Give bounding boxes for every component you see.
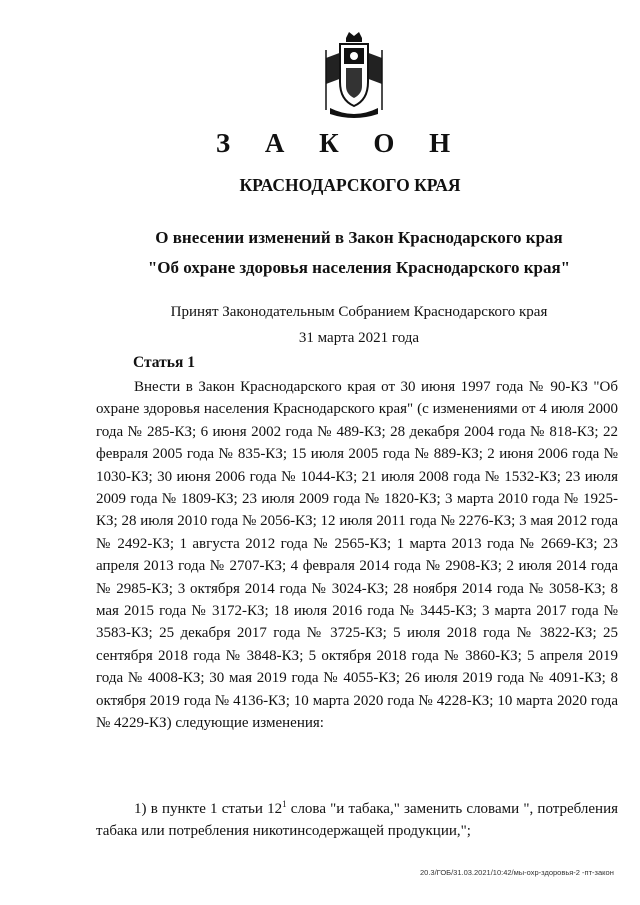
article-item-1 [96, 793, 618, 843]
law-heading-line-2: "Об охране здоровья населения Краснодарского края" [147, 258, 571, 277]
document-title: З А К О Н [215, 128, 465, 158]
document-footer-code: 20.3/ГОБ/31.03.2021/10:42/мы-охр-здоровья-2 -пт-закон [420, 868, 614, 877]
coat-of-arms-emblem [316, 30, 392, 120]
item-1-superscript: 1 [282, 799, 287, 809]
item-1-text-start: 1) в пункте 1 статьи 12 [134, 801, 283, 817]
article-title: Статья 1 [133, 354, 195, 371]
article-intro-paragraph: Внести в Закон Краснодарского края от 30 июня 1997 года № 90-КЗ "Об охране здоровья населения Краснодарского края" (с изменениями от 4 июля 2000 года № 285-КЗ; 6 июня 2002 года № 489-КЗ; 28 декабря 2004 года № 818-КЗ; 22 февраля 2005 года № 835-КЗ; 15 июля 2005 года № 889-КЗ; 2 июня 2006 года № 1030-КЗ; 30 июня 2006 года № 1044-КЗ; 21 июля 2008 года № 1532-КЗ; 23 июля 2009 года № 1809-КЗ; 23 июля 2009 года № 1820-КЗ; 3 марта 2010 года № 1925-КЗ; 28 июля 2010 года № 2056-КЗ; 12 июля 2011 года № 2276-КЗ; 3 мая 2012 года № 2492-КЗ; 1 августа 2012 года № 2565-КЗ; 1 марта 2013 года № 2669-КЗ; 23 апреля 2013 года № 2707-КЗ; 4 февраля 2014 года № 2908-КЗ; 2 июля 2014 года № 2985-КЗ; 3 октября 2014 года № 3024-КЗ; 28 ноября 2014 года № 3058-КЗ; 8 мая 2015 года № 3172-КЗ; 18 июля 2016 года № 3445-КЗ; 3 марта 2017 года № 3583-КЗ; 25 декабря 2017 года № 3725-КЗ; 5 июля 2018 года № 3822-КЗ; 25 сентября 2018 года № 3848-КЗ; 5 октября 2018 года № 3860-КЗ; 5 апреля 2019 года № 4008-КЗ; 30 мая 2019 года № 4055-КЗ; 26 июля 2019 года № 4091-КЗ; 8 октября 2019 года № 4136-КЗ; 10 марта 2020 года № 4228-КЗ; 10 марта 2020 года № 4229-КЗ) следующие изменения: [96, 379, 618, 732]
item-1-text-end: слова "и табака," заменить словами ", потребления табака или потребления никотинсодержащей продукции,"; [96, 801, 618, 840]
adopted-by-line: Принят Законодательным Собранием Краснодарского края [170, 304, 548, 320]
document-subtitle: КРАСНОДАРСКОГО КРАЯ [239, 175, 461, 195]
law-heading-line-1: О внесении изменений в Закон Краснодарского края [155, 228, 563, 247]
adopted-date-line: 31 марта 2021 года [298, 330, 420, 346]
